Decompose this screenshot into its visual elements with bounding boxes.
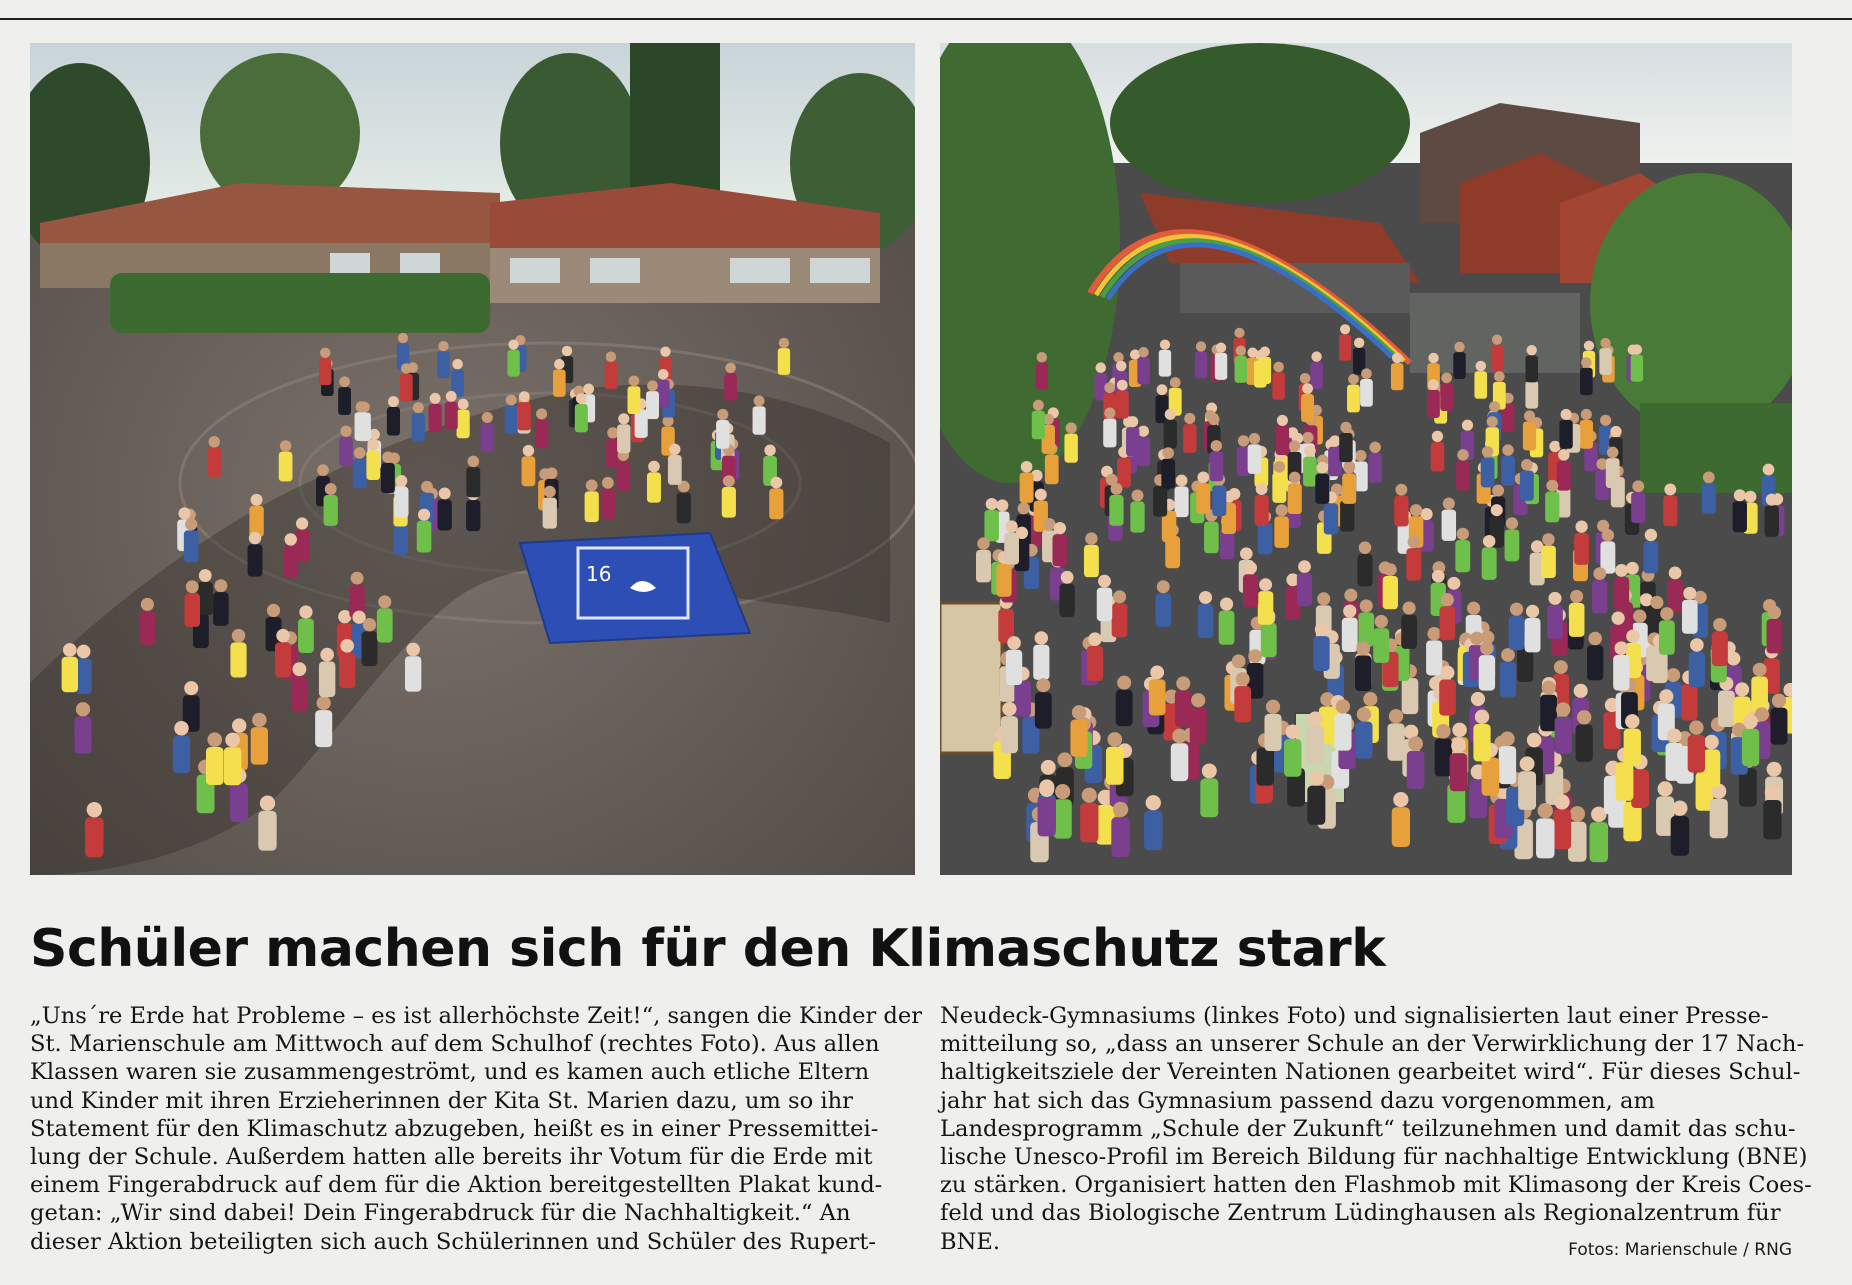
top-rule xyxy=(0,18,1852,20)
article-line: Klassen waren sie zusammengeströmt, und es kamen auch etliche Eltern xyxy=(30,1059,870,1086)
article-line: und Kinder mit ihren Erzieherinnen der Kita St. Marien dazu, um so ihr xyxy=(30,1087,853,1114)
article-line: lung der Schule. Außerdem hatten alle bereits ihr Votum für die Erde mit xyxy=(30,1144,873,1171)
article-line: mitteilung so, „dass an unserer Schule an der Verwirklichung der 17 Nach- xyxy=(940,1031,1805,1058)
photo-left-gymnasium xyxy=(30,43,915,875)
article-line: feld und das Biologische Zentrum Lüdinghausen als Regionalzentrum für xyxy=(940,1200,1781,1227)
article-line: haltigkeitsziele der Vereinten Nationen gearbeitet wird“. Für dieses Schul- xyxy=(940,1059,1801,1086)
headline: Schüler machen sich für den Klimaschutz stark xyxy=(30,919,1386,979)
article-line: jahr hat sich das Gymnasium passend dazu vorgenommen, am xyxy=(940,1087,1655,1114)
article-line: BNE. xyxy=(940,1228,1001,1255)
article-line: St. Marienschule am Mittwoch auf dem Schulhof (rechtes Foto). Aus allen xyxy=(30,1031,880,1058)
article-line: Neudeck-Gymnasiums (linkes Foto) und signalisierten laut einer Presse- xyxy=(940,1003,1769,1029)
article-line: zu stärken. Organisiert hatten den Flashmob mit Klimasong der Kreis Coes- xyxy=(940,1172,1812,1199)
article-line: dieser Aktion beteiligten sich auch Schülerinnen und Schüler des Rupert- xyxy=(30,1228,877,1255)
flag-number: 16 xyxy=(586,562,612,586)
article-line: getan: „Wir sind dabei! Dein Fingerabdruck für die Nachhaltigkeit.“ An xyxy=(30,1200,851,1227)
article-line: „Uns´re Erde hat Probleme – es ist allerhöchste Zeit!“, sangen die Kinder der xyxy=(30,1003,923,1029)
photo-right-marienschule xyxy=(940,43,1792,875)
article-line: einem Fingerabdruck auf dem für die Aktion bereitgestellten Plakat kund- xyxy=(30,1172,883,1199)
article-column-right xyxy=(940,1002,1812,1256)
article-line: Statement für den Klimaschutz abzugeben, heißt es in einer Pressemittei- xyxy=(30,1115,879,1142)
article-line: lische Unesco-Profil im Bereich Bildung für nachhaltige Entwicklung (BNE) xyxy=(940,1144,1808,1171)
article-line: Landesprogramm „Schule der Zukunft“ teilzunehmen und damit das schu- xyxy=(940,1115,1796,1142)
photo-credit: Fotos: Marienschule / RNG xyxy=(1568,1240,1792,1260)
article-column-left xyxy=(30,1002,923,1256)
